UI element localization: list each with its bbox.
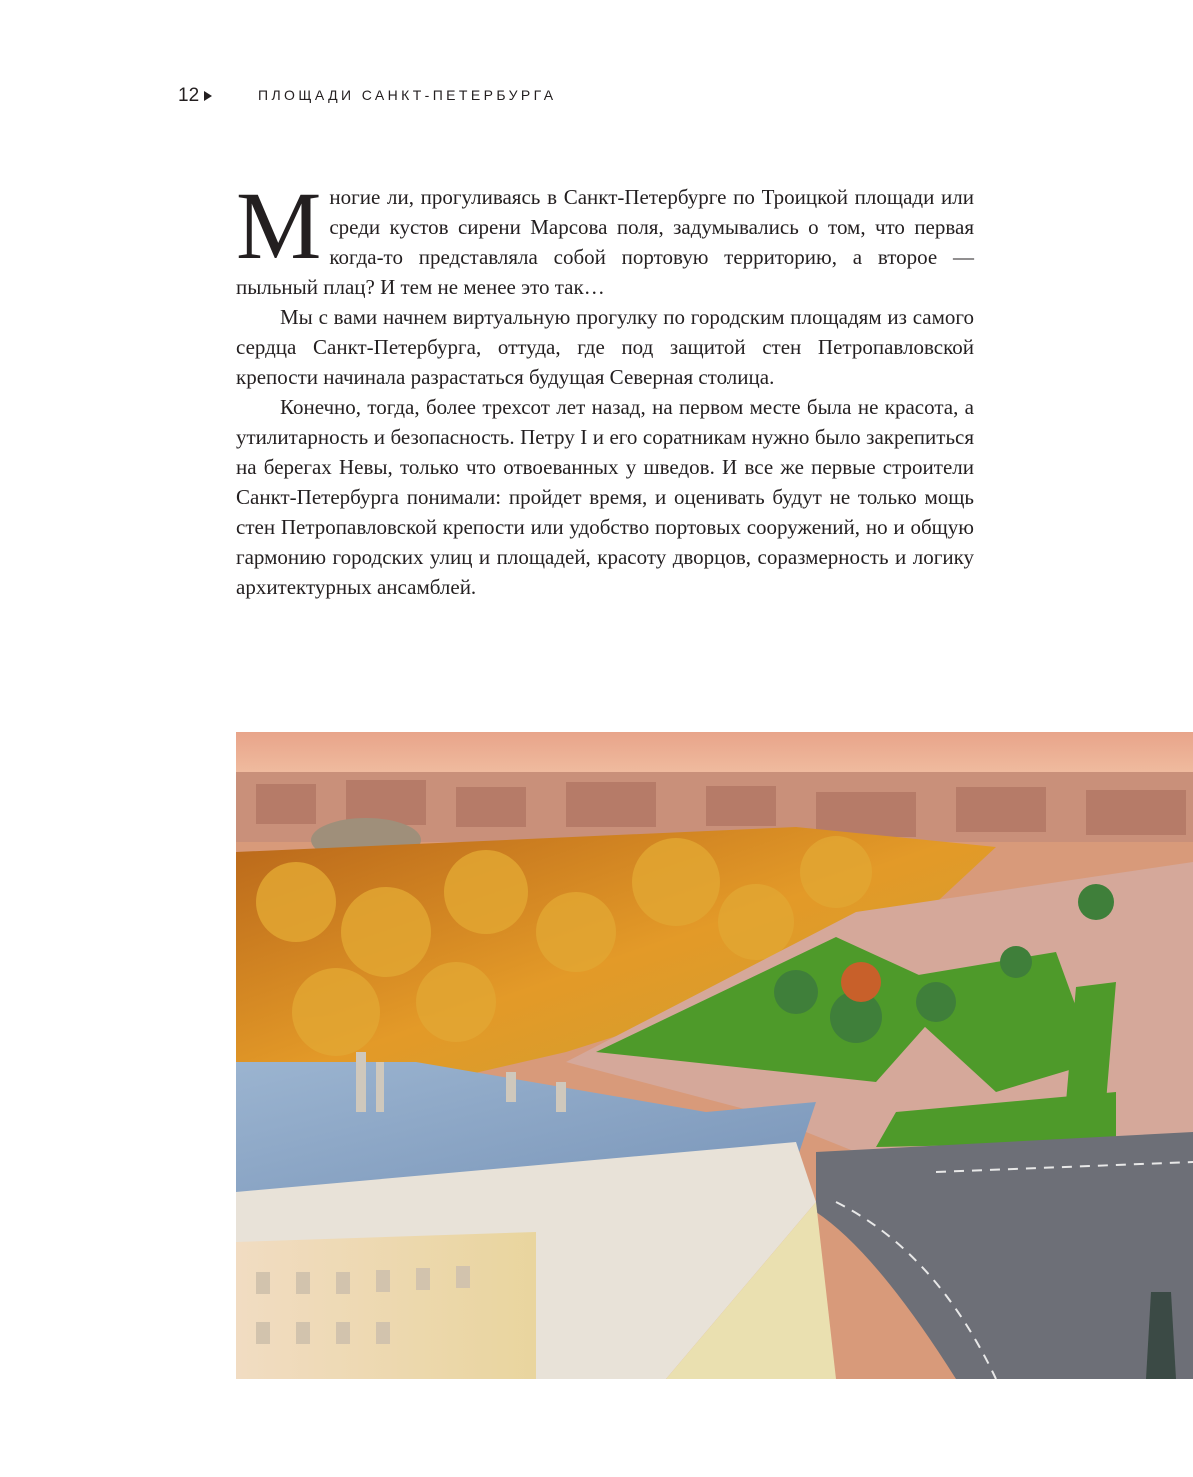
paragraph-3: Конечно, тогда, более трехсот лет назад, на первом месте была не красота, а утилитарность и безопасность. Петру I и его соратникам нужно было закрепиться на берегах Невы, только что отвоеванных у шведов. И все же первые строители Санкт-Петербурга понимали: пройдет время, и оценивать будут не только мощь стен Петропавловской крепости или удобство портовых сооружений, но и общую гармонию городских улиц и площадей, красоту дворцов, соразмерность и логику архитектурных ансамблей.	[236, 395, 974, 599]
paragraph-1	[236, 172, 974, 302]
photo-illustration	[236, 732, 1193, 1379]
dropcap-letter: М	[236, 172, 322, 279]
triangle-arrow-icon	[204, 91, 212, 101]
aerial-photo-mars-field	[236, 732, 1193, 1379]
article-body	[236, 172, 974, 602]
monument-icon	[1146, 1292, 1176, 1379]
paragraph-1-text: ногие ли, прогуливаясь в Санкт-Петербурге по Троицкой площади или среди кустов сирени Марсова поля, задумывались о том, что первая когда-то представляла собой портовую территорию, а второе — пыльный плац? И тем не менее это так…	[236, 185, 974, 299]
building-facade	[236, 1232, 536, 1379]
page-number: 12	[178, 85, 200, 106]
running-head	[178, 84, 557, 108]
road	[816, 1132, 1193, 1379]
red-tree	[841, 962, 881, 1002]
paragraph-2: Мы с вами начнем виртуальную прогулку по городским площадям из самого сердца Санкт-Петербурга, оттуда, где под защитой стен Петропавловской крепости начинала разрастаться будущая Северная столица.	[236, 305, 974, 389]
section-title: ПЛОЩАДИ САНКТ-ПЕТЕРБУРГА	[258, 87, 557, 103]
